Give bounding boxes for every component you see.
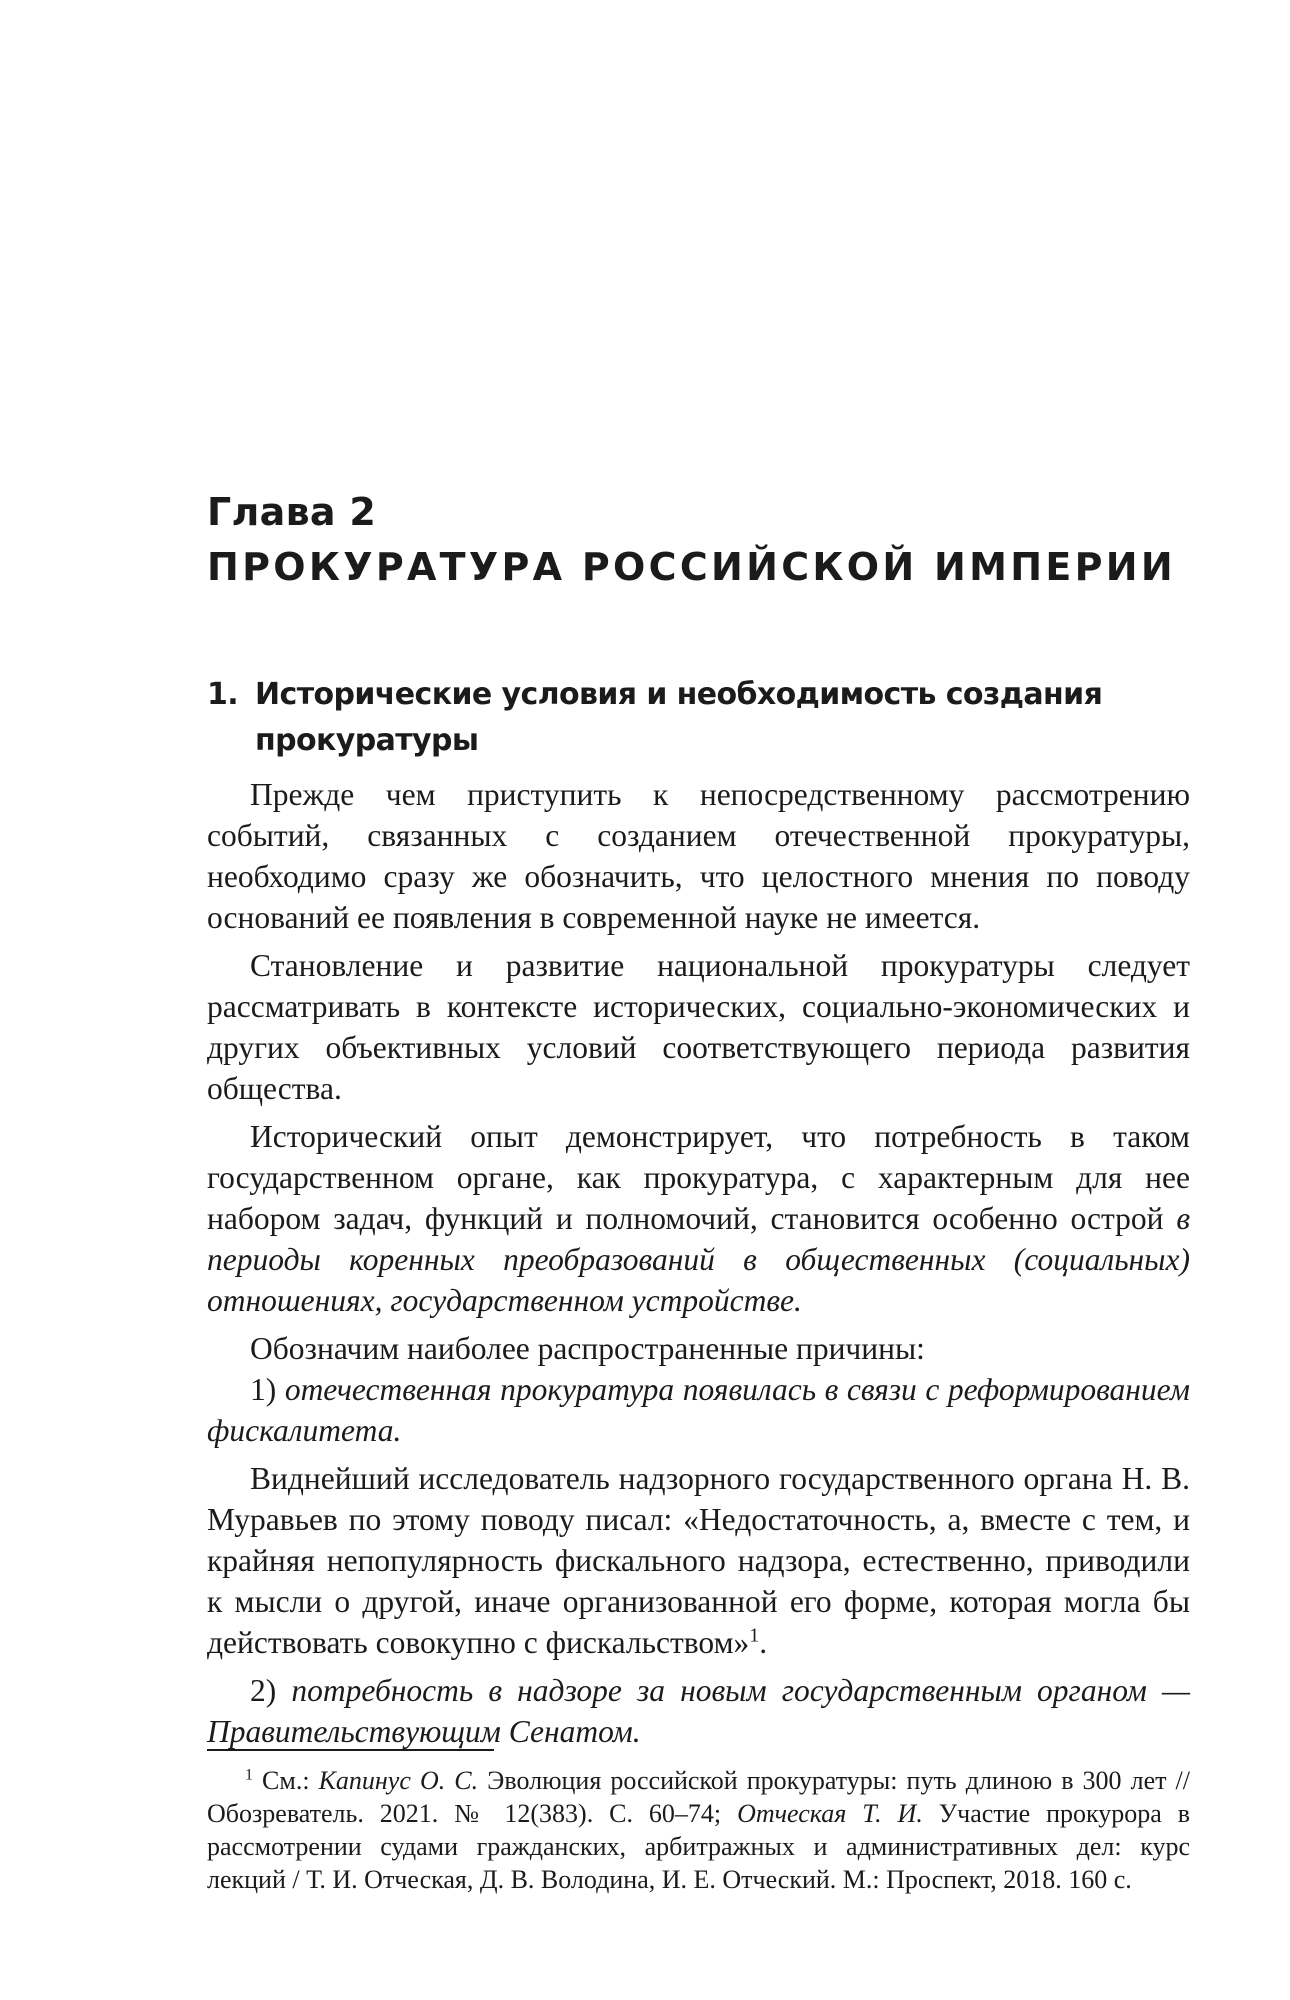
paragraph-1: Прежде чем приступить к непосредственному рассмотрению событий, связанных с созданием отечественной прокуратуры, необходимо сразу же обозначить, что целостного мнения по поводу оснований ее появления в современной науке не имеется. <box>207 777 1190 935</box>
footnote-divider <box>207 1749 494 1751</box>
body-text <box>207 774 1190 1759</box>
chapter-title: ПРОКУРАТУРА РОССИЙСКОЙ ИМПЕРИИ <box>207 545 1176 589</box>
footnote-prefix: См.: <box>253 1766 319 1795</box>
footnotes <box>207 1764 1190 1896</box>
footnote-text-2: Участие прокурора в рассмотрении судами гражданских, арбитражных и административных дел: курс лекций / Т. И. Отческая, Д. В. Володина, И. Е. Отческий. М.: Проспект, 2018. 160 с. <box>207 1799 1190 1894</box>
list-item-2 <box>207 1670 1190 1752</box>
paragraph-3-emphasis: в периоды коренных преобразований в общественных (социальных) отношениях, государственном устройстве. <box>207 1201 1190 1318</box>
list-item-2-number: 2) <box>250 1673 292 1708</box>
footnote-mark: 1 <box>245 1766 253 1784</box>
paragraph-4: Обозначим наиболее распространенные причины: <box>250 1331 925 1366</box>
paragraph-6 <box>207 1458 1190 1663</box>
list-item-1-text: отечественная прокуратура появилась в связи с реформированием фискалитета. <box>207 1372 1190 1448</box>
list-item-1-number: 1) <box>250 1372 285 1407</box>
section-heading <box>207 672 1107 764</box>
section-title-line2: прокуратуры <box>255 723 479 758</box>
footnote-author-1: Капинус О. С. <box>318 1766 479 1795</box>
paragraph-6-end: . <box>759 1625 768 1660</box>
list-item-2-text: потребность в надзоре за новым государственным органом — Правительствующим Сенатом. <box>207 1673 1190 1749</box>
footnote-author-2: Отческая Т. И. <box>737 1799 923 1828</box>
footnote-reference: 1 <box>749 1624 760 1647</box>
list-item-1 <box>207 1369 1190 1451</box>
paragraph-6-text: Виднейший исследователь надзорного государственного органа Н. В. Муравьев по этому поводу писал: «Недостаточность, а, вместе с тем, и крайняя непопулярность фискального надзора, естественно, приводили к мысли о другой, иначе организованной его форме, которая могла бы действовать совокупно с фискальством» <box>207 1461 1190 1660</box>
section-title-line1: Исторические условия и необходимость создания <box>255 677 1103 712</box>
footnote-1 <box>207 1764 1190 1896</box>
chapter-label: Глава 2 <box>207 490 377 534</box>
paragraph-3-text: Исторический опыт демонстрирует, что потребность в таком государственном органе, как прокуратура, с характерным для нее набором задач, функций и полномочий, становится особенно острой <box>207 1119 1190 1236</box>
footnote-text-1: Эволюция российской прокуратуры: путь длиною в 300 лет // Обозреватель. 2021. № 12(383). С. 60–74; <box>207 1766 1190 1828</box>
paragraph-3 <box>207 1116 1190 1321</box>
paragraph-2: Становление и развитие национальной прокуратуры следует рассматривать в контексте исторических, социально-экономических и других объективных условий соответствующего периода развития общества. <box>207 948 1190 1106</box>
section-number: 1. <box>207 677 239 712</box>
